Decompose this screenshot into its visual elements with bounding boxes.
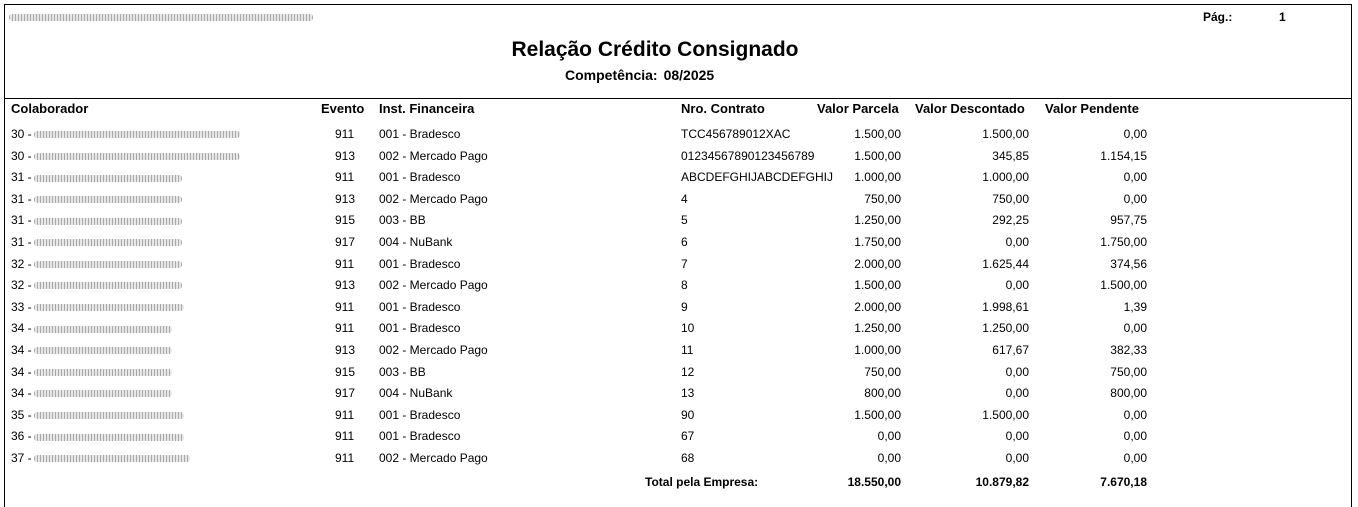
total-valor-parcela: 18.550,00 [847,475,901,489]
colaborador-id: 31 - [11,234,32,249]
total-valor-pendente: 7.670,18 [1100,475,1147,489]
evento-cell: 915 [335,364,356,379]
valor-parcela-cell: 2.000,00 [854,299,901,314]
evento-cell: 913 [335,191,356,206]
valor-descontado-cell: 0,00 [1005,386,1029,401]
colaborador-id: 30 - [11,148,32,163]
evento-cell: 915 [335,213,356,228]
evento-cell: 911 [335,256,355,271]
valor-parcela-cell: 1.750,00 [854,234,901,249]
table-row [5,339,1351,361]
nro-contrato-cell: 68 [681,450,695,465]
nro-contrato-cell: 5 [681,213,688,228]
inst-financeira-cell: 001 - Bradesco [379,299,461,314]
colaborador-cell [11,451,190,465]
table-row [5,274,1351,296]
valor-parcela-cell: 1.500,00 [854,278,901,293]
colaborador-name-redacted [34,239,182,246]
table-row [5,404,1351,426]
colaborador-id: 34 - [11,321,32,336]
inst-financeira-cell: 001 - Bradesco [379,170,461,185]
table-row [5,166,1351,188]
nro-contrato-cell: 90 [681,407,695,422]
evento-cell: 913 [335,148,356,163]
valor-parcela-cell: 0,00 [877,450,901,465]
valor-descontado-cell: 750,00 [992,191,1029,206]
header-nro-contrato: Nro. Contrato [681,101,765,116]
table-row [5,317,1351,339]
valor-parcela-cell: 750,00 [864,364,901,379]
valor-parcela-cell: 750,00 [864,191,901,206]
inst-financeira-cell: 002 - Mercado Pago [379,191,488,206]
header-evento: Evento [321,101,365,116]
valor-descontado-cell: 1.625,44 [982,256,1029,271]
evento-cell: 911 [335,127,355,141]
totals-row [5,473,1351,493]
inst-financeira-cell: 002 - Mercado Pago [379,278,488,293]
valor-parcela-cell: 800,00 [864,386,901,401]
inst-financeira-cell: 001 - Bradesco [379,127,461,141]
colaborador-id: 34 - [11,386,32,401]
nro-contrato-cell: 8 [681,278,688,293]
colaborador-id: 34 - [11,342,32,357]
table-row [5,209,1351,231]
colaborador-name-redacted [34,196,182,203]
colaborador-id: 31 - [11,170,32,185]
nro-contrato-cell: 6 [681,234,688,249]
competencia-label: Competência: [565,67,658,83]
colaborador-name-redacted [34,304,184,311]
colaborador-cell [11,365,172,379]
header-valor-parcela: Valor Parcela [817,101,899,116]
valor-pendente-cell: 0,00 [1123,407,1147,422]
evento-cell: 917 [335,386,356,401]
evento-cell: 913 [335,342,356,357]
valor-pendente-cell: 800,00 [1110,386,1147,401]
totals-label: Total pela Empresa: [645,475,759,489]
colaborador-name-redacted [34,153,240,160]
colaborador-cell [11,386,172,400]
nro-contrato-cell: 7 [681,256,688,271]
colaborador-name-redacted [34,412,184,419]
colaborador-cell [11,300,184,314]
company-name-redacted [9,14,313,21]
valor-pendente-cell: 750,00 [1110,364,1147,379]
valor-descontado-cell: 0,00 [1005,450,1029,465]
inst-financeira-cell: 001 - Bradesco [379,321,461,336]
evento-cell: 913 [335,278,356,293]
colaborador-name-redacted [34,369,172,376]
valor-parcela-cell: 1.500,00 [854,407,901,422]
header-colaborador: Colaborador [11,101,89,116]
inst-financeira-cell: 002 - Mercado Pago [379,450,488,465]
colaborador-id: 36 - [11,429,32,444]
colaborador-cell [11,429,184,443]
header-inst-financeira: Inst. Financeira [379,101,475,116]
table-row [5,145,1351,167]
colaborador-name-redacted [34,434,184,441]
colaborador-id: 32 - [11,278,32,293]
valor-descontado-cell: 0,00 [1005,429,1029,444]
valor-descontado-cell: 1.998,61 [982,299,1029,314]
valor-descontado-cell: 0,00 [1005,234,1029,249]
table-row [5,382,1351,404]
colaborador-id: 37 - [11,450,32,465]
report-title: Relação Crédito Consignado [511,38,799,61]
nro-contrato-cell: 13 [681,386,695,401]
nro-contrato-cell: 11 [681,342,694,357]
valor-descontado-cell: 0,00 [1005,364,1029,379]
colaborador-cell [11,257,182,271]
valor-parcela-cell: 0,00 [877,429,901,444]
valor-pendente-cell: 0,00 [1123,429,1147,444]
nro-contrato-cell: 10 [681,321,695,336]
valor-pendente-cell: 374,56 [1110,256,1147,271]
colaborador-cell [11,149,240,163]
colaborador-name-redacted [34,261,182,268]
evento-cell: 911 [335,450,355,465]
inst-financeira-cell: 001 - Bradesco [379,407,461,422]
colaborador-id: 32 - [11,256,32,271]
colaborador-id: 30 - [11,127,32,141]
nro-contrato-cell: TCC456789012XAC [681,127,791,141]
colaborador-cell [11,321,172,335]
table-row [5,296,1351,318]
colaborador-name-redacted [34,326,172,333]
inst-financeira-cell: 003 - BB [379,364,426,379]
nro-contrato-cell: 67 [681,429,695,444]
valor-descontado-cell: 345,85 [992,148,1029,163]
evento-cell: 911 [335,407,355,422]
colaborador-id: 34 - [11,364,32,379]
valor-pendente-cell: 1.750,00 [1100,234,1147,249]
valor-descontado-cell: 0,00 [1005,278,1029,293]
total-valor-descontado: 10.879,82 [975,475,1029,489]
inst-financeira-cell: 004 - NuBank [379,234,453,249]
colaborador-id: 31 - [11,213,32,228]
colaborador-id: 31 - [11,191,32,206]
nro-contrato-cell: 9 [681,299,688,314]
valor-descontado-cell: 1.000,00 [982,170,1029,185]
nro-contrato-cell: 01234567890123456789 [681,148,815,163]
nro-contrato-cell: 12 [681,364,695,379]
valor-descontado-cell: 1.500,00 [982,407,1029,422]
inst-financeira-cell: 003 - BB [379,213,426,228]
report-header [5,5,1351,99]
table-row [5,188,1351,210]
colaborador-id: 35 - [11,407,32,422]
nro-contrato-cell: ABCDEFGHIJABCDEFGHIJ [681,170,834,185]
header-valor-pendente: Valor Pendente [1045,101,1139,116]
table-row [5,425,1351,447]
colaborador-cell [11,235,182,249]
colaborador-cell [11,192,182,206]
table-row [5,123,1351,145]
valor-parcela-cell: 1.000,00 [854,170,901,185]
colaborador-cell [11,127,240,141]
valor-descontado-cell: 1.250,00 [982,321,1029,336]
nro-contrato-cell: 4 [681,191,688,206]
evento-cell: 911 [335,170,355,185]
valor-pendente-cell: 0,00 [1123,321,1147,336]
valor-descontado-cell: 292,25 [992,213,1029,228]
evento-cell: 917 [335,234,356,249]
page-number: 1 [1279,10,1286,24]
colaborador-name-redacted [34,390,172,397]
table-row [5,361,1351,383]
colaborador-name-redacted [34,175,182,182]
colaborador-cell [11,408,184,422]
colaborador-cell [11,213,182,227]
inst-financeira-cell: 002 - Mercado Pago [379,148,488,163]
valor-pendente-cell: 1.154,15 [1100,148,1147,163]
valor-parcela-cell: 1.500,00 [854,127,901,141]
valor-pendente-cell: 1.500,00 [1100,278,1147,293]
valor-pendente-cell: 0,00 [1123,170,1147,185]
table-row [5,253,1351,275]
colaborador-cell [11,343,172,357]
colaborador-cell [11,170,182,184]
colaborador-name-redacted [34,282,182,289]
inst-financeira-cell: 001 - Bradesco [379,429,461,444]
valor-pendente-cell: 0,00 [1123,191,1147,206]
valor-descontado-cell: 1.500,00 [982,127,1029,141]
inst-financeira-cell: 002 - Mercado Pago [379,342,488,357]
table-row [5,447,1351,469]
competencia-value: 08/2025 [663,67,715,83]
inst-financeira-cell: 001 - Bradesco [379,256,461,271]
colaborador-name-redacted [34,347,172,354]
valor-parcela-cell: 1.250,00 [854,213,901,228]
valor-pendente-cell: 957,75 [1110,213,1147,228]
colaborador-id: 33 - [11,299,32,314]
inst-financeira-cell: 004 - NuBank [379,386,453,401]
valor-pendente-cell: 1,39 [1123,299,1147,314]
valor-descontado-cell: 617,67 [992,342,1029,357]
table-body [5,123,1351,469]
header-valor-descontado: Valor Descontado [915,101,1025,116]
colaborador-cell [11,278,182,292]
evento-cell: 911 [335,321,355,336]
valor-parcela-cell: 1.250,00 [854,321,901,336]
report-page [4,4,1352,507]
valor-parcela-cell: 2.000,00 [854,256,901,271]
valor-pendente-cell: 0,00 [1123,450,1147,465]
colaborador-name-redacted [34,131,240,138]
evento-cell: 911 [335,299,355,314]
table-row [5,231,1351,253]
valor-parcela-cell: 1.500,00 [854,148,901,163]
valor-parcela-cell: 1.000,00 [854,342,901,357]
page-label: Pág.: [1203,10,1233,24]
valor-pendente-cell: 382,33 [1110,342,1147,357]
evento-cell: 911 [335,429,355,444]
colaborador-name-redacted [34,218,182,225]
colaborador-name-redacted [34,455,190,462]
competencia [565,67,714,83]
valor-pendente-cell: 0,00 [1123,127,1147,141]
